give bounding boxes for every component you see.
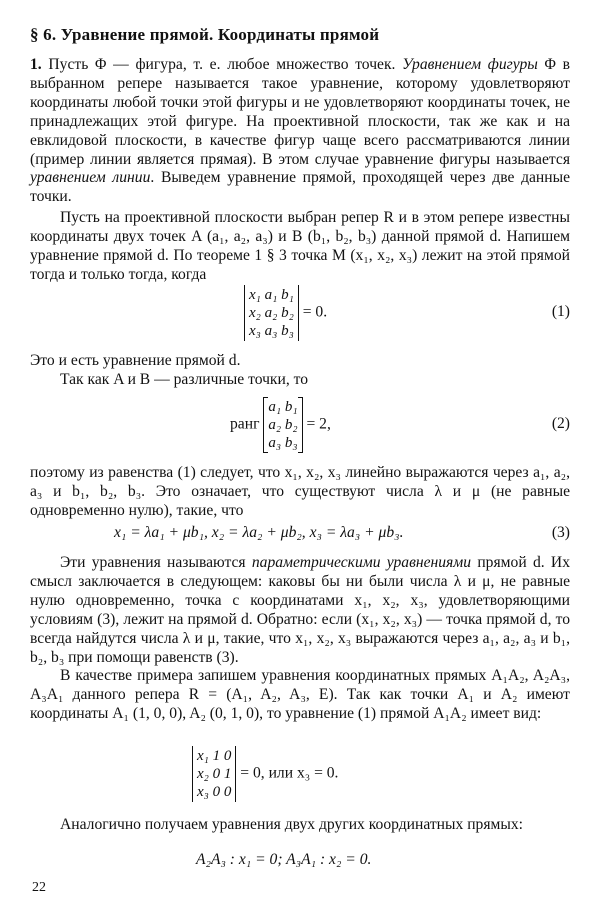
term-figure-equation: Уравнением фигуры — [402, 56, 538, 73]
paragraph-3: Это и есть уравнение прямой d. — [30, 352, 241, 369]
paragraph-1: 1. Пусть Φ — фигура, т. е. любое множество точек. Уравнением фигуры Φ в выбранном репере называется такое уравнение, которому удовлетворяют координаты любой точки этой фигуры и не удовлетворяют координаты точек, не принадлежащих этой фигуре. На проективной плоскости, так же как и на евклидовой плоскости, в качестве фигур чаще всего рассматриваются линии (пример линии является прямая). В этом случае уравнение фигуры называется уравнением линии. Выведем уравнение прямой, проходящей через две данные точки. — [30, 56, 571, 206]
determinant-4: x₁ 1 0 x₂ 0 1 x₃ 0 0 — [192, 746, 236, 802]
paragraph-5: поэтому из равенства (1) следует, что x₁, x₂, x₃ линейно выражаются через a₁, a₂, a₃ и b₁, b₂, b₃. Это означает, что существуют числа λ и μ (не равные одновременно нулю), такие, что — [30, 464, 570, 519]
page-number: 22 — [32, 880, 46, 895]
paragraph-8: Аналогично получаем уравнения двух других координатных прямых: — [60, 816, 523, 833]
equation-3: x₁ = λa₁ + μb₁, x₂ = λa₂ + μb₂, x₃ = λa₃ + μb₃. — [114, 524, 404, 541]
item-number: 1. — [30, 56, 42, 73]
equation-4: x₁ 1 0 x₂ 0 1 x₃ 0 0 = 0, или x₃ = 0. — [192, 746, 338, 802]
paragraph-6: Эти уравнения называются параметрическими уравнениями прямой d. Их смысл заключается в следующем: каковы бы ни были числа λ и μ, не равные нулю одновременно, точка с координатами x₁, x₂, x₃, удовлетворяющими условиям (3), лежит на прямой d. Обратно: если (x₁, x₂, x₃) — точка прямой d, то всегда найдутся числа λ и μ, такие, что x₁, x₂, x₃ выражаются через a₁, a₂, a₃ и b₁, b₂, b₃ при помощи равенств (3). — [30, 554, 570, 666]
equation-5: A₂A₃ : x₁ = 0; A₃A₁ : x₂ = 0. — [196, 851, 372, 868]
equation-2-number: (2) — [551, 415, 570, 432]
equation-1: x₁ a₁ b₁ x₂ a₂ b₂ x₃ a₃ b₃ = 0. — [244, 285, 327, 341]
determinant-1: x₁ a₁ b₁ x₂ a₂ b₂ x₃ a₃ b₃ — [244, 285, 299, 341]
section-title: § 6. Уравнение прямой. Координаты прямой — [30, 25, 380, 44]
equation-1-number: (1) — [551, 303, 570, 320]
paragraph-7: В качестве примера запишем уравнения координатных прямых A₁A₂, A₂A₃, A₃A₁ данного репера R = (A₁, A₂, A₃, E). Так как точки A₁ и A₂ имеют координаты A₁ (1, 0, 0), A₂ (0, 1, 0), то уравнение (1) прямой A₁A₂ имеет вид: — [30, 667, 570, 722]
equation-3-number: (3) — [551, 524, 570, 541]
equation-2: ранг a₁ b₁ a₂ b₂ a₃ b₃ = 2, — [230, 399, 331, 451]
matrix-2: a₁ b₁ a₂ b₂ a₃ b₃ — [263, 397, 302, 453]
term-parametric-equations: параметрическими уравнениями — [251, 554, 472, 571]
paragraph-2: Пусть на проективной плоскости выбран репер R и в этом репере известны координаты двух точек A (a₁, a₂, a₃) и B (b₁, b₂, b₃) данной прямой d. Напишем уравнение прямой d. По теореме 1 § 3 точка M (x₁, x₂, x₃) лежит на этой прямой тогда и только тогда, когда — [30, 209, 570, 283]
term-line-equation: уравнением линии — [30, 169, 151, 187]
paragraph-4: Так как A и B — различные точки, то — [60, 371, 309, 388]
